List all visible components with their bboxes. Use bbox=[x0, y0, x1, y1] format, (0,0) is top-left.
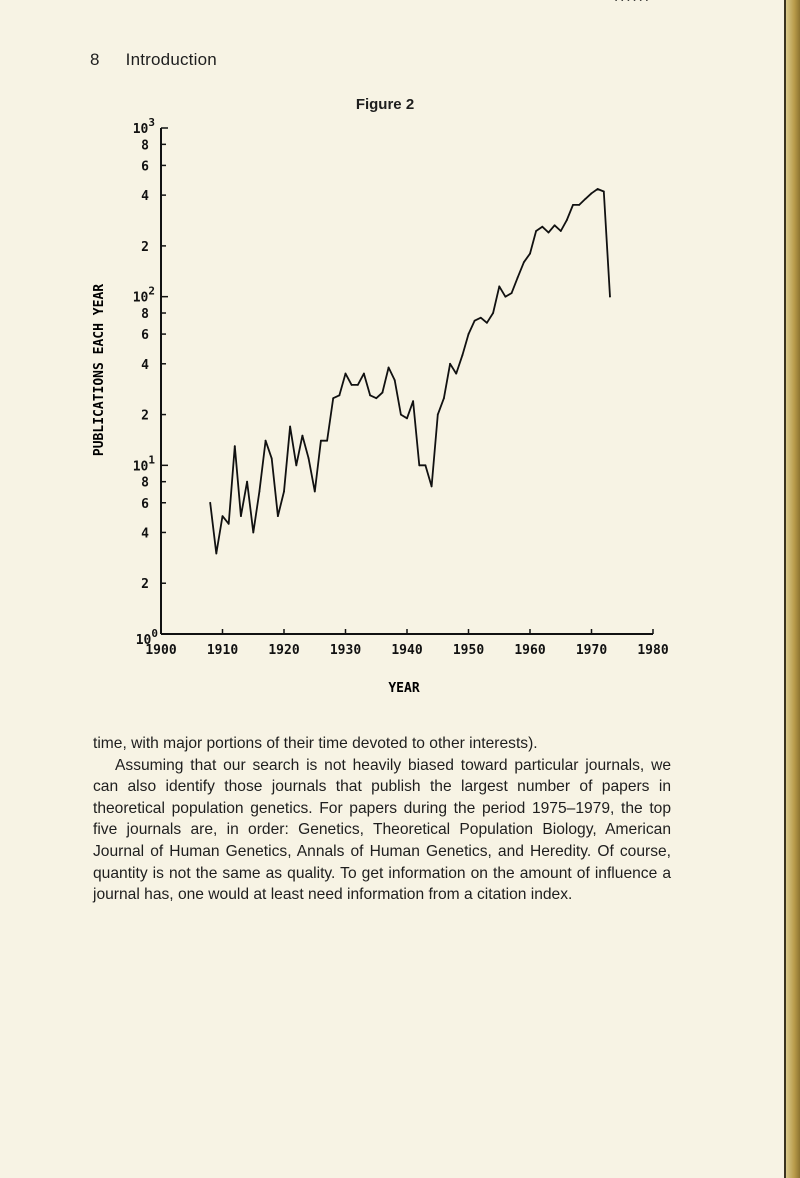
data-point bbox=[326, 440, 328, 442]
paragraph: time, with major portions of their time devoted to other interests). bbox=[93, 735, 538, 752]
y-tick-label: $10^0$ bbox=[135, 627, 158, 648]
data-point bbox=[240, 515, 242, 517]
x-tick-label: 1940 bbox=[391, 643, 423, 658]
data-point bbox=[597, 188, 599, 190]
data-point bbox=[603, 191, 605, 193]
data-point bbox=[314, 491, 316, 493]
x-axis-label: YEAR bbox=[388, 681, 420, 696]
data-point bbox=[283, 491, 285, 493]
data-point bbox=[412, 400, 414, 402]
x-tick-label: 1970 bbox=[575, 643, 608, 658]
data-point bbox=[320, 440, 322, 442]
data-point bbox=[511, 292, 513, 294]
y-tick-label: 2 bbox=[141, 239, 149, 255]
data-point bbox=[609, 296, 611, 298]
data-point bbox=[209, 502, 211, 504]
data-point bbox=[388, 367, 390, 369]
data-point bbox=[443, 397, 445, 399]
y-tick-label: $10^2$ bbox=[132, 284, 155, 306]
data-point bbox=[382, 392, 384, 394]
data-point bbox=[271, 457, 273, 459]
data-point bbox=[523, 261, 525, 263]
section-title: Introduction bbox=[125, 50, 217, 69]
x-tick-label: 1950 bbox=[452, 643, 485, 658]
data-point bbox=[308, 457, 310, 459]
data-point bbox=[474, 320, 476, 322]
x-tick-label: 1960 bbox=[514, 643, 546, 658]
data-point bbox=[400, 414, 402, 416]
body-text bbox=[93, 733, 671, 906]
y-ticks bbox=[133, 116, 168, 648]
y-tick-exponent: 1 bbox=[148, 453, 155, 467]
data-point bbox=[418, 464, 420, 466]
y-tick-label: 4 bbox=[141, 357, 149, 373]
data-point bbox=[554, 224, 556, 226]
y-tick-label: 4 bbox=[141, 526, 149, 542]
data-point bbox=[566, 219, 568, 221]
data-point bbox=[246, 481, 248, 483]
x-tick-label: 1980 bbox=[637, 643, 669, 658]
data-point bbox=[541, 226, 543, 228]
data-point bbox=[259, 491, 261, 493]
data-point bbox=[394, 379, 396, 381]
data-point bbox=[363, 373, 365, 375]
data-point bbox=[265, 440, 267, 442]
y-axis-label: PUBLICATIONS EACH YEAR bbox=[92, 283, 107, 457]
y-tick-label: $10^3$ bbox=[132, 116, 155, 137]
data-point bbox=[572, 204, 574, 206]
series-line bbox=[210, 189, 610, 554]
x-tick-label: 1900 bbox=[145, 643, 177, 658]
paragraph: Assuming that our search is not heavily biased toward particular journals, we can also identify those journals that publish the largest number of papers in theoretical population genetics. For papers during the period 1975–1979, the top five journals are, in order: Genetics, Theoretical Population Biology, American Journal of Human Genetics, Annals of Human Genetics, and Heredity. Of course, quantity is not the same as quality. To get information on the amount of influence a journal has, one would at least need information from a citation index. bbox=[93, 756, 671, 904]
data-point bbox=[615, 0, 617, 1]
y-tick-label: 4 bbox=[141, 189, 149, 205]
y-tick-label: 8 bbox=[141, 475, 149, 491]
x-tick-label: 1910 bbox=[206, 643, 239, 658]
y-tick-exponent: 0 bbox=[151, 627, 158, 640]
data-point bbox=[295, 464, 297, 466]
y-tick-label: 8 bbox=[141, 307, 149, 323]
data-point bbox=[621, 0, 623, 1]
data-point bbox=[215, 553, 217, 555]
y-tick-exponent: 2 bbox=[148, 284, 155, 298]
y-tick-label: 6 bbox=[141, 159, 149, 175]
data-point bbox=[461, 354, 463, 356]
y-tick-label: 8 bbox=[141, 138, 149, 154]
data-point bbox=[646, 0, 648, 1]
data-point bbox=[357, 384, 359, 386]
data-point bbox=[289, 426, 291, 428]
data-point bbox=[498, 286, 500, 288]
page-number: 8 bbox=[90, 50, 100, 69]
data-point bbox=[628, 0, 630, 1]
data-point bbox=[492, 312, 494, 314]
data-point bbox=[375, 397, 377, 399]
data-point bbox=[578, 204, 580, 206]
data-point bbox=[228, 523, 230, 525]
data-point bbox=[584, 198, 586, 200]
data-point bbox=[480, 317, 482, 319]
data-point bbox=[548, 232, 550, 234]
data-point bbox=[425, 464, 427, 466]
data-point bbox=[505, 296, 507, 298]
y-tick-label: $10^1$ bbox=[132, 453, 155, 475]
data-point bbox=[338, 394, 340, 396]
y-tick-label: 6 bbox=[141, 328, 149, 344]
data-point bbox=[455, 373, 457, 375]
x-tick-label: 1920 bbox=[268, 643, 300, 658]
data-point bbox=[302, 435, 304, 437]
data-point bbox=[560, 230, 562, 232]
data-point bbox=[234, 445, 236, 447]
series-layer bbox=[209, 0, 647, 554]
data-point bbox=[449, 363, 451, 365]
y-tick-exponent: 3 bbox=[148, 116, 155, 129]
data-point bbox=[437, 414, 439, 416]
data-point bbox=[535, 230, 537, 232]
data-point bbox=[332, 397, 334, 399]
data-point bbox=[369, 394, 371, 396]
data-point bbox=[431, 486, 433, 488]
y-tick-label: 2 bbox=[141, 408, 149, 424]
data-point bbox=[591, 192, 593, 194]
data-point bbox=[345, 373, 347, 375]
data-point bbox=[529, 253, 531, 255]
data-point bbox=[277, 515, 279, 517]
y-tick-label: 2 bbox=[141, 577, 149, 593]
figure-label: Figure 2 bbox=[355, 96, 415, 113]
data-point bbox=[468, 333, 470, 335]
data-point bbox=[406, 417, 408, 419]
y-tick-label: 6 bbox=[141, 496, 149, 512]
data-point bbox=[486, 322, 488, 324]
data-point bbox=[222, 515, 224, 517]
data-point bbox=[634, 0, 636, 1]
data-point bbox=[640, 0, 642, 1]
data-point bbox=[252, 532, 254, 534]
x-tick-label: 1930 bbox=[329, 643, 362, 658]
data-point bbox=[517, 277, 519, 279]
data-point bbox=[351, 384, 353, 386]
